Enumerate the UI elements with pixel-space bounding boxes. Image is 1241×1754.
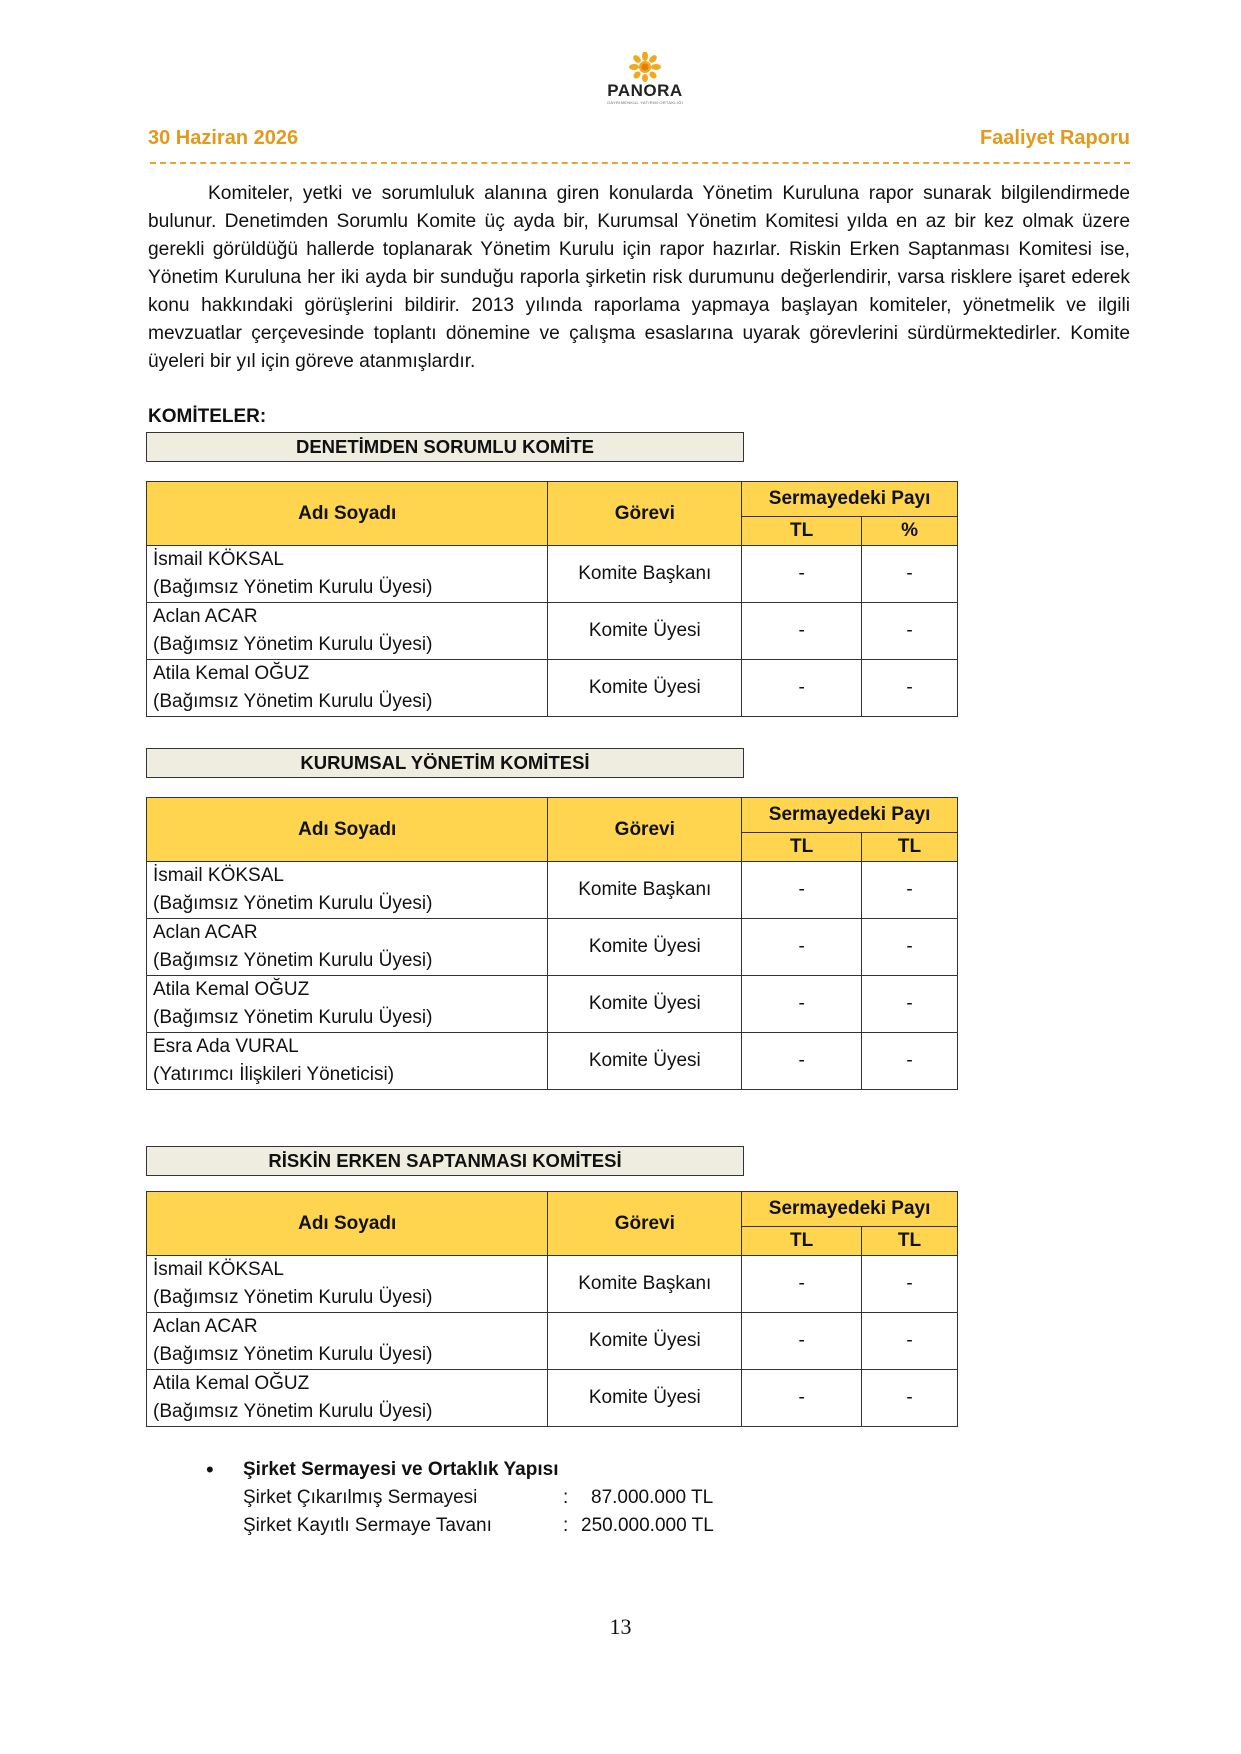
share-pct: - <box>862 660 958 717</box>
header-sub-tl-2: TL <box>862 1227 958 1256</box>
capital-label: Şirket Çıkarılmış Sermayesi <box>243 1487 478 1508</box>
member-name: Atila Kemal OĞUZ <box>153 1373 310 1394</box>
share-pct: - <box>862 603 958 660</box>
member-role: Komite Başkanı <box>548 546 742 603</box>
member-title: (Bağımsız Yönetim Kurulu Üyesi) <box>153 1007 433 1028</box>
table-row <box>147 1370 958 1427</box>
committee-table-risk <box>146 1191 958 1427</box>
member-role: Komite Üyesi <box>548 603 742 660</box>
capital-title: Şirket Sermayesi ve Ortaklık Yapısı <box>243 1459 559 1480</box>
member-title: (Bağımsız Yönetim Kurulu Üyesi) <box>153 950 433 971</box>
member-role: Komite Üyesi <box>548 976 742 1033</box>
table-row <box>147 862 958 919</box>
member-role: Komite Üyesi <box>548 1370 742 1427</box>
header-role: Görevi <box>548 1192 742 1256</box>
committee-title-governance: KURUMSAL YÖNETİM KOMİTESİ <box>146 748 744 778</box>
share-pct: - <box>862 1256 958 1313</box>
colon-separator: : <box>563 1515 569 1536</box>
member-title: (Bağımsız Yönetim Kurulu Üyesi) <box>153 577 433 598</box>
bullet-icon: • <box>206 1457 214 1482</box>
member-role: Komite Üyesi <box>548 919 742 976</box>
committee-title-risk: RİSKİN ERKEN SAPTANMASI KOMİTESİ <box>146 1146 744 1176</box>
logo-wordmark: PANORA <box>607 81 683 100</box>
share-tl: - <box>742 660 862 717</box>
member-title: (Bağımsız Yönetim Kurulu Üyesi) <box>153 691 433 712</box>
share-tl: - <box>742 1256 862 1313</box>
share-pct: - <box>862 862 958 919</box>
share-tl: - <box>742 603 862 660</box>
share-pct: - <box>862 1313 958 1370</box>
share-pct: - <box>862 546 958 603</box>
colon-separator: : <box>563 1487 569 1508</box>
member-name: İsmail KÖKSAL <box>153 865 284 886</box>
page-number: 13 <box>609 1614 632 1639</box>
member-role: Komite Üyesi <box>548 660 742 717</box>
member-role: Komite Başkanı <box>548 1256 742 1313</box>
committee-table-audit <box>146 481 958 717</box>
share-pct: - <box>862 919 958 976</box>
member-name: Aclan ACAR <box>153 922 258 943</box>
header-sub-tl: TL <box>742 1227 862 1256</box>
member-role: Komite Üyesi <box>548 1033 742 1090</box>
member-role: Komite Başkanı <box>548 862 742 919</box>
committee-table-governance <box>146 797 958 1090</box>
table-row <box>147 603 958 660</box>
table-row <box>147 919 958 976</box>
table-row <box>147 1256 958 1313</box>
header-sub-tl-2: TL <box>862 833 958 862</box>
header-divider <box>150 162 1130 164</box>
capital-row-issued <box>243 1484 713 1512</box>
header-share: Sermayedeki Payı <box>742 798 958 833</box>
header-sub-pct: % <box>862 517 958 546</box>
company-logo <box>590 52 700 112</box>
committee-title-audit: DENETİMDEN SORUMLU KOMİTE <box>146 432 744 462</box>
member-title: (Bağımsız Yönetim Kurulu Üyesi) <box>153 1401 433 1422</box>
member-title: (Yatırımcı İlişkileri Yöneticisi) <box>153 1064 395 1085</box>
header-date: 30 Haziran 2026 <box>148 127 299 149</box>
share-pct: - <box>862 1033 958 1090</box>
sun-logo-icon <box>625 52 665 82</box>
header-sub-tl: TL <box>742 833 862 862</box>
share-tl: - <box>742 1370 862 1427</box>
capital-row-registered <box>243 1512 714 1540</box>
capital-value: 87.000.000 TL <box>591 1487 714 1508</box>
table-row <box>147 976 958 1033</box>
member-title: (Bağımsız Yönetim Kurulu Üyesi) <box>153 1287 433 1308</box>
share-tl: - <box>742 546 862 603</box>
table-row <box>147 1033 958 1090</box>
share-pct: - <box>862 976 958 1033</box>
header-share: Sermayedeki Payı <box>742 1192 958 1227</box>
header-role: Görevi <box>548 798 742 862</box>
header-role: Görevi <box>548 482 742 546</box>
header-report-title: Faaliyet Raporu <box>979 127 1130 149</box>
header-name: Adı Soyadı <box>147 482 548 546</box>
intro-paragraph: Komiteler, yetki ve sorumluluk alanına giren konularda Yönetim Kuruluna rapor sunarak bilgilendirmede bulunur. Denetimden Sorumlu Komite üç ayda bir, Kurumsal Yönetim Komitesi yılda en az bir kez olmak üzere gerekli görüldüğü hallerde toplanarak Yönetim Kurulu için rapor hazırlar. Riskin Erken Saptanması Komitesi ise, Yönetim Kuruluna her iki ayda bir sunduğu raporla şirketin risk durumunu değerlendirir, varsa risklere işaret ederek konu hakkındaki görüşlerini bildirir. 2013 yılında raporlama yapmaya başlayan komiteler, yönetmelik ve ilgili mevzuatlar çerçevesinde toplantı dönemine ve çalışma esaslarına uyarak görevlerini sürdürmektedirler. Komite üyeleri bir yıl için göreve atanmışlardır. <box>148 183 1130 372</box>
share-tl: - <box>742 919 862 976</box>
member-name: Aclan ACAR <box>153 606 258 627</box>
member-name: Esra Ada VURAL <box>153 1036 299 1057</box>
member-role: Komite Üyesi <box>548 1313 742 1370</box>
share-tl: - <box>742 1313 862 1370</box>
header-sub-tl: TL <box>742 517 862 546</box>
share-tl: - <box>742 862 862 919</box>
share-tl: - <box>742 1033 862 1090</box>
member-name: İsmail KÖKSAL <box>153 549 284 570</box>
header-name: Adı Soyadı <box>147 1192 548 1256</box>
member-name: Atila Kemal OĞUZ <box>153 663 310 684</box>
table-row <box>147 660 958 717</box>
capital-value: 250.000.000 TL <box>581 1515 714 1536</box>
member-title: (Bağımsız Yönetim Kurulu Üyesi) <box>153 634 433 655</box>
member-name: İsmail KÖKSAL <box>153 1259 284 1280</box>
member-title: (Bağımsız Yönetim Kurulu Üyesi) <box>153 1344 433 1365</box>
share-pct: - <box>862 1370 958 1427</box>
member-name: Aclan ACAR <box>153 1316 258 1337</box>
member-name: Atila Kemal OĞUZ <box>153 979 310 1000</box>
section-title: KOMİTELER: <box>148 406 267 427</box>
header-share: Sermayedeki Payı <box>742 482 958 517</box>
table-row <box>147 1313 958 1370</box>
member-title: (Bağımsız Yönetim Kurulu Üyesi) <box>153 893 433 914</box>
logo-subtext: GAYRİMENKUL YATIRIM ORTAKLIĞI <box>606 100 684 105</box>
header-name: Adı Soyadı <box>147 798 548 862</box>
capital-label: Şirket Kayıtlı Sermaye Tavanı <box>243 1515 492 1536</box>
share-tl: - <box>742 976 862 1033</box>
table-row <box>147 546 958 603</box>
